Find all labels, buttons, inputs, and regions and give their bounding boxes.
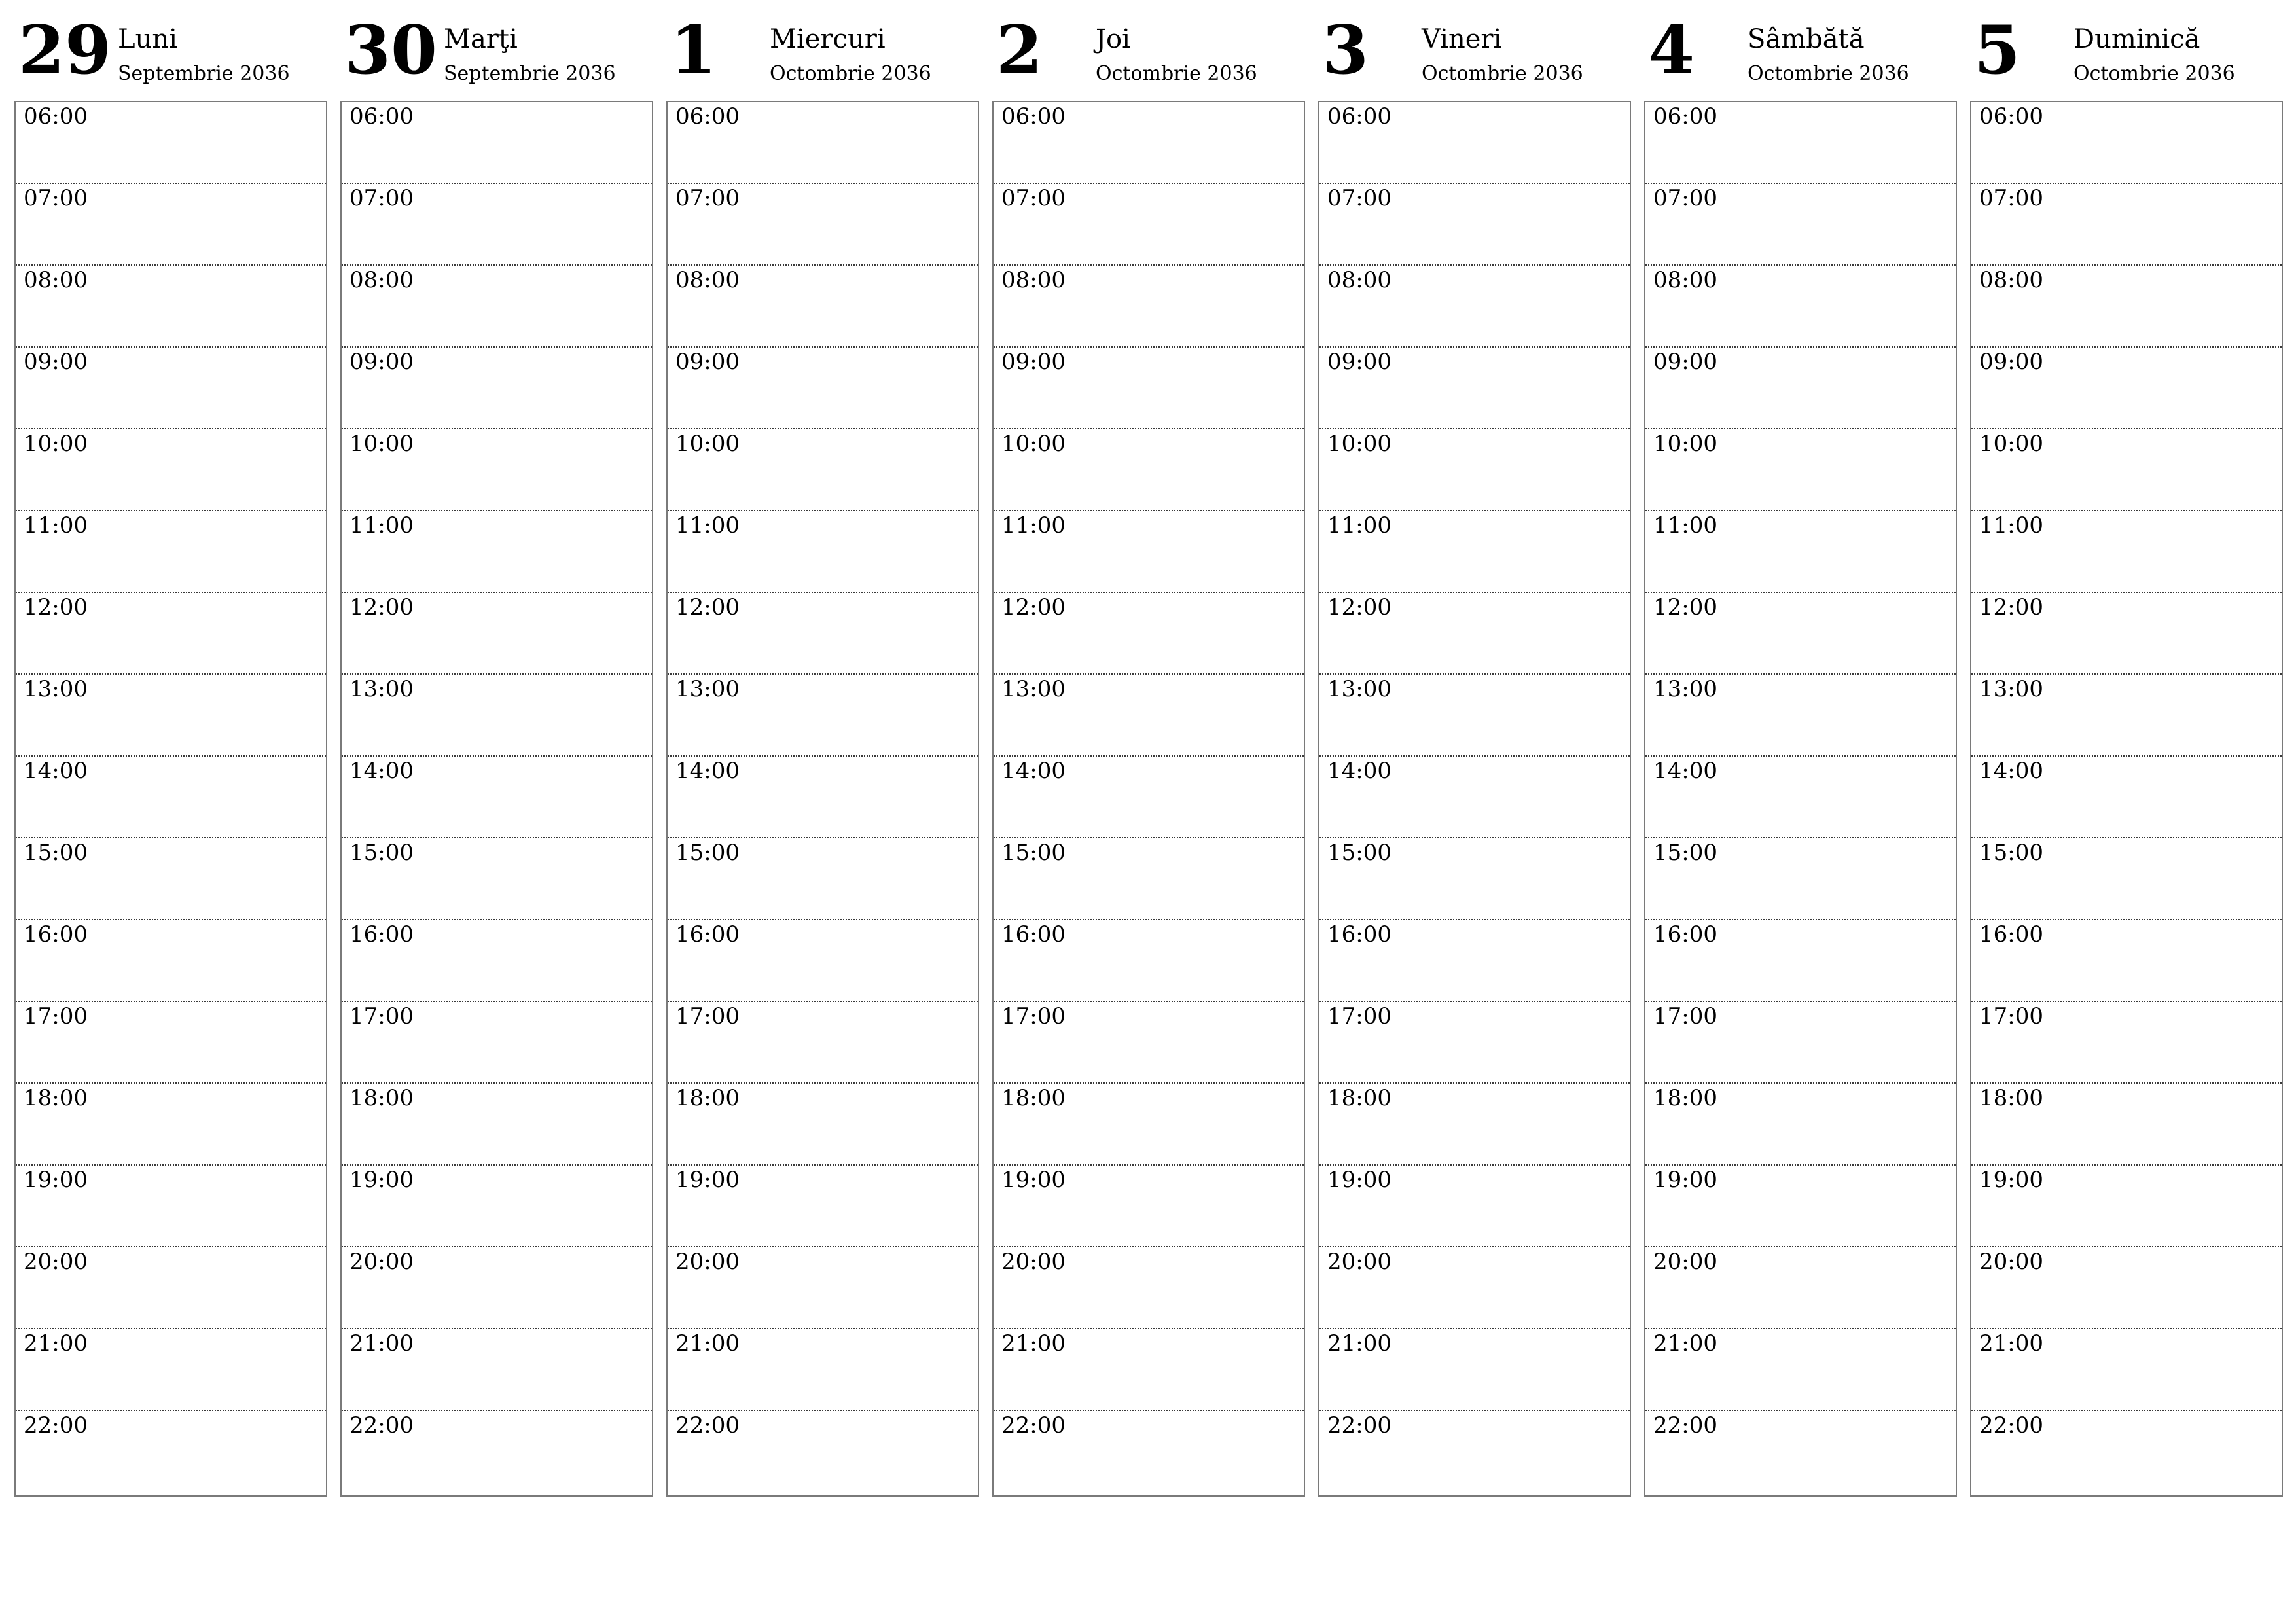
hour-slot[interactable] — [1319, 675, 1630, 757]
hour-label: 20:00 — [1001, 1249, 1066, 1275]
hour-label: 18:00 — [1001, 1085, 1066, 1111]
hour-label: 12:00 — [1327, 594, 1391, 620]
hour-slot[interactable] — [668, 348, 978, 429]
hour-label: 11:00 — [1327, 512, 1391, 539]
hour-label: 20:00 — [350, 1249, 414, 1275]
hour-label: 08:00 — [1327, 267, 1391, 293]
hour-slot[interactable] — [1645, 675, 1956, 757]
day-column — [1644, 0, 1957, 1438]
hour-slot[interactable] — [1645, 511, 1956, 593]
hour-slot[interactable] — [1645, 1411, 1956, 1493]
day-number: 3 — [1322, 11, 1369, 90]
hour-slot[interactable] — [1971, 1247, 2282, 1329]
hour-label: 09:00 — [1327, 349, 1391, 375]
hour-label: 12:00 — [1979, 594, 2043, 620]
hour-label: 07:00 — [350, 185, 414, 211]
hour-label: 21:00 — [675, 1330, 740, 1357]
hour-slot[interactable] — [994, 757, 1304, 838]
day-number: 4 — [1648, 11, 1695, 90]
hour-slot[interactable] — [1971, 266, 2282, 348]
hour-slot[interactable] — [1971, 1002, 2282, 1084]
hour-label: 12:00 — [1001, 594, 1066, 620]
hour-slot[interactable] — [1319, 429, 1630, 511]
hour-slot[interactable] — [342, 1411, 652, 1493]
hour-label: 21:00 — [350, 1330, 414, 1357]
hour-slot[interactable] — [668, 757, 978, 838]
hour-slot[interactable] — [1645, 1002, 1956, 1084]
hour-slot[interactable] — [342, 838, 652, 920]
hour-slot[interactable] — [16, 511, 326, 593]
hour-label: 16:00 — [675, 921, 740, 948]
hour-label: 18:00 — [675, 1085, 740, 1111]
hour-slot[interactable] — [994, 1084, 1304, 1166]
hour-label: 09:00 — [675, 349, 740, 375]
hour-slot[interactable] — [1645, 1329, 1956, 1411]
hour-slot[interactable] — [16, 920, 326, 1002]
hour-label: 17:00 — [24, 1003, 88, 1029]
hour-label: 06:00 — [675, 103, 740, 130]
hour-label: 18:00 — [1653, 1085, 1717, 1111]
hour-label: 10:00 — [1653, 431, 1717, 457]
hour-label: 13:00 — [1001, 676, 1066, 702]
hour-label: 13:00 — [675, 676, 740, 702]
hour-slot[interactable] — [994, 593, 1304, 675]
hour-label: 10:00 — [24, 431, 88, 457]
hour-label: 20:00 — [24, 1249, 88, 1275]
hour-slot[interactable] — [342, 429, 652, 511]
hour-label: 09:00 — [1653, 349, 1717, 375]
hour-slot[interactable] — [1319, 1166, 1630, 1247]
day-month-year: Octombrie 2036 — [1748, 62, 1909, 85]
hour-label: 21:00 — [1653, 1330, 1717, 1357]
hour-slot[interactable] — [342, 1166, 652, 1247]
day-month-year: Octombrie 2036 — [1096, 62, 1257, 85]
hour-label: 18:00 — [350, 1085, 414, 1111]
hour-label: 09:00 — [350, 349, 414, 375]
hour-label: 13:00 — [1653, 676, 1717, 702]
hour-slot[interactable] — [1645, 920, 1956, 1002]
hour-slot[interactable] — [342, 1247, 652, 1329]
hour-label: 14:00 — [1001, 758, 1066, 784]
hour-label: 11:00 — [1001, 512, 1066, 539]
hour-slot[interactable] — [668, 1329, 978, 1411]
hour-slot[interactable] — [16, 102, 326, 184]
hour-label: 14:00 — [675, 758, 740, 784]
day-number: 5 — [1974, 11, 2020, 90]
hour-slot[interactable] — [994, 429, 1304, 511]
hour-label: 11:00 — [1979, 512, 2043, 539]
day-number: 2 — [996, 11, 1043, 90]
hour-slot[interactable] — [1971, 511, 2282, 593]
hour-label: 18:00 — [1979, 1085, 2043, 1111]
hour-slot[interactable] — [668, 675, 978, 757]
hour-label: 16:00 — [1001, 921, 1066, 948]
hour-slot[interactable] — [994, 1166, 1304, 1247]
hour-label: 18:00 — [1327, 1085, 1391, 1111]
hour-slot[interactable] — [668, 593, 978, 675]
hour-label: 10:00 — [350, 431, 414, 457]
hour-label: 19:00 — [1979, 1167, 2043, 1193]
day-schedule-box — [666, 101, 979, 1497]
hour-label: 10:00 — [1001, 431, 1066, 457]
hour-label: 17:00 — [350, 1003, 414, 1029]
hour-slot[interactable] — [668, 102, 978, 184]
hour-slot[interactable] — [1645, 1166, 1956, 1247]
hour-label: 15:00 — [350, 840, 414, 866]
hour-slot[interactable] — [1971, 675, 2282, 757]
day-schedule-box — [340, 101, 653, 1497]
hour-label: 16:00 — [1327, 921, 1391, 948]
day-name: Luni — [118, 24, 177, 54]
hour-label: 21:00 — [1979, 1330, 2043, 1357]
hour-slot[interactable] — [1319, 593, 1630, 675]
hour-slot[interactable] — [668, 511, 978, 593]
day-header — [1970, 0, 2283, 99]
hour-slot[interactable] — [342, 593, 652, 675]
hour-slot[interactable] — [16, 1084, 326, 1166]
hour-slot[interactable] — [16, 1247, 326, 1329]
hour-slot[interactable] — [1319, 102, 1630, 184]
hour-label: 17:00 — [675, 1003, 740, 1029]
hour-slot[interactable] — [994, 1411, 1304, 1493]
hour-slot[interactable] — [994, 1247, 1304, 1329]
hour-label: 13:00 — [1327, 676, 1391, 702]
hour-label: 08:00 — [350, 267, 414, 293]
hour-slot[interactable] — [342, 1084, 652, 1166]
hour-slot[interactable] — [1645, 348, 1956, 429]
hour-slot[interactable] — [668, 429, 978, 511]
hour-label: 09:00 — [24, 349, 88, 375]
hour-slot[interactable] — [1319, 1084, 1630, 1166]
hour-label: 06:00 — [1653, 103, 1717, 130]
hour-label: 11:00 — [675, 512, 740, 539]
hour-label: 14:00 — [350, 758, 414, 784]
hour-label: 10:00 — [1979, 431, 2043, 457]
hour-slot[interactable] — [342, 511, 652, 593]
day-number: 30 — [344, 11, 437, 90]
hour-slot[interactable] — [1645, 102, 1956, 184]
hour-label: 07:00 — [1979, 185, 2043, 211]
hour-label: 06:00 — [24, 103, 88, 130]
hour-label: 10:00 — [1327, 431, 1391, 457]
hour-label: 15:00 — [675, 840, 740, 866]
hour-slot[interactable] — [342, 1329, 652, 1411]
hour-slot[interactable] — [16, 429, 326, 511]
hour-slot[interactable] — [342, 184, 652, 266]
hour-slot[interactable] — [1319, 1411, 1630, 1493]
hour-slot[interactable] — [16, 757, 326, 838]
hour-slot[interactable] — [16, 1411, 326, 1493]
hour-label: 22:00 — [1653, 1412, 1717, 1438]
hour-slot[interactable] — [1971, 1166, 2282, 1247]
hour-slot[interactable] — [1645, 266, 1956, 348]
hour-label: 22:00 — [675, 1412, 740, 1438]
day-name: Sâmbătă — [1748, 24, 1865, 54]
hour-label: 07:00 — [1001, 185, 1066, 211]
hour-slot[interactable] — [342, 757, 652, 838]
hour-label: 17:00 — [1001, 1003, 1066, 1029]
hour-slot[interactable] — [1971, 429, 2282, 511]
hour-slot[interactable] — [994, 675, 1304, 757]
hour-slot[interactable] — [342, 1002, 652, 1084]
hour-label: 15:00 — [1653, 840, 1717, 866]
hour-slot[interactable] — [668, 1247, 978, 1329]
day-schedule-box — [14, 101, 327, 1497]
day-name: Joi — [1096, 24, 1130, 54]
hour-slot[interactable] — [994, 920, 1304, 1002]
hour-label: 11:00 — [24, 512, 88, 539]
hour-slot[interactable] — [1645, 1247, 1956, 1329]
hour-label: 06:00 — [350, 103, 414, 130]
hour-slot[interactable] — [1319, 511, 1630, 593]
hour-slot[interactable] — [1319, 184, 1630, 266]
day-column — [666, 0, 979, 1438]
hour-slot[interactable] — [1319, 838, 1630, 920]
hour-slot[interactable] — [1645, 1084, 1956, 1166]
day-schedule-box — [1970, 101, 2283, 1497]
hour-slot[interactable] — [1971, 1084, 2282, 1166]
hour-label: 19:00 — [675, 1167, 740, 1193]
hour-slot[interactable] — [1319, 348, 1630, 429]
hour-slot[interactable] — [668, 920, 978, 1002]
day-month-year: Octombrie 2036 — [770, 62, 931, 85]
hour-label: 12:00 — [675, 594, 740, 620]
hour-slot[interactable] — [1319, 1329, 1630, 1411]
hour-slot[interactable] — [668, 184, 978, 266]
hour-slot[interactable] — [16, 1166, 326, 1247]
hour-label: 19:00 — [1001, 1167, 1066, 1193]
day-column — [992, 0, 1305, 1438]
hour-slot[interactable] — [1971, 593, 2282, 675]
day-header — [1318, 0, 1631, 99]
hour-label: 11:00 — [1653, 512, 1717, 539]
hour-label: 07:00 — [24, 185, 88, 211]
hour-label: 15:00 — [24, 840, 88, 866]
day-column — [340, 0, 653, 1438]
hour-slot[interactable] — [994, 838, 1304, 920]
hour-slot[interactable] — [1971, 348, 2282, 429]
day-header — [1644, 0, 1957, 99]
day-month-year: Septembrie 2036 — [444, 62, 616, 85]
hour-slot[interactable] — [16, 348, 326, 429]
day-header — [992, 0, 1305, 99]
hour-slot[interactable] — [1971, 838, 2282, 920]
hour-slot[interactable] — [1971, 757, 2282, 838]
hour-label: 14:00 — [1327, 758, 1391, 784]
hour-slot[interactable] — [994, 1329, 1304, 1411]
day-name: Vineri — [1422, 24, 1502, 54]
hour-slot[interactable] — [342, 102, 652, 184]
hour-slot[interactable] — [994, 511, 1304, 593]
hour-label: 16:00 — [1979, 921, 2043, 948]
hour-label: 10:00 — [675, 431, 740, 457]
hour-slot[interactable] — [1645, 838, 1956, 920]
hour-slot[interactable] — [668, 1002, 978, 1084]
hour-slot[interactable] — [1319, 1002, 1630, 1084]
hour-slot[interactable] — [994, 102, 1304, 184]
hour-label: 14:00 — [1653, 758, 1717, 784]
hour-label: 11:00 — [350, 512, 414, 539]
hour-slot[interactable] — [1971, 1329, 2282, 1411]
hour-label: 22:00 — [1979, 1412, 2043, 1438]
hour-label: 09:00 — [1979, 349, 2043, 375]
hour-label: 12:00 — [1653, 594, 1717, 620]
hour-label: 20:00 — [1327, 1249, 1391, 1275]
hour-slot[interactable] — [1319, 1247, 1630, 1329]
hour-slot[interactable] — [1645, 184, 1956, 266]
day-month-year: Septembrie 2036 — [118, 62, 290, 85]
hour-slot[interactable] — [994, 266, 1304, 348]
hour-label: 06:00 — [1327, 103, 1391, 130]
hour-label: 19:00 — [1327, 1167, 1391, 1193]
hour-label: 22:00 — [350, 1412, 414, 1438]
hour-label: 19:00 — [1653, 1167, 1717, 1193]
day-header — [14, 0, 327, 99]
hour-label: 22:00 — [1327, 1412, 1391, 1438]
hour-label: 15:00 — [1979, 840, 2043, 866]
hour-label: 19:00 — [24, 1167, 88, 1193]
hour-label: 08:00 — [24, 267, 88, 293]
hour-slot[interactable] — [1645, 429, 1956, 511]
hour-slot[interactable] — [668, 1166, 978, 1247]
hour-label: 21:00 — [24, 1330, 88, 1357]
hour-label: 13:00 — [1979, 676, 2043, 702]
day-schedule-box — [992, 101, 1305, 1497]
hour-label: 08:00 — [1979, 267, 2043, 293]
day-column — [1970, 0, 2283, 1438]
hour-slot[interactable] — [342, 920, 652, 1002]
day-column — [14, 0, 327, 1438]
day-month-year: Octombrie 2036 — [1422, 62, 1583, 85]
day-name: Miercuri — [770, 24, 886, 54]
hour-slot[interactable] — [16, 1329, 326, 1411]
hour-slot[interactable] — [16, 1002, 326, 1084]
hour-slot[interactable] — [1971, 1411, 2282, 1493]
hour-label: 14:00 — [1979, 758, 2043, 784]
hour-label: 07:00 — [1653, 185, 1717, 211]
hour-slot[interactable] — [1319, 757, 1630, 838]
hour-label: 12:00 — [350, 594, 414, 620]
hour-label: 16:00 — [24, 921, 88, 948]
hour-label: 17:00 — [1653, 1003, 1717, 1029]
hour-slot[interactable] — [1645, 757, 1956, 838]
hour-slot[interactable] — [16, 266, 326, 348]
hour-slot[interactable] — [1971, 102, 2282, 184]
hour-label: 07:00 — [675, 185, 740, 211]
day-column — [1318, 0, 1631, 1438]
hour-slot[interactable] — [1971, 920, 2282, 1002]
hour-slot[interactable] — [342, 675, 652, 757]
hour-label: 16:00 — [350, 921, 414, 948]
hour-slot[interactable] — [668, 1084, 978, 1166]
hour-label: 08:00 — [1653, 267, 1717, 293]
hour-label: 21:00 — [1327, 1330, 1391, 1357]
day-header — [340, 0, 653, 99]
day-number: 1 — [670, 11, 717, 90]
day-header — [666, 0, 979, 99]
hour-slot[interactable] — [16, 838, 326, 920]
hour-slot[interactable] — [1319, 266, 1630, 348]
hour-label: 14:00 — [24, 758, 88, 784]
hour-label: 08:00 — [1001, 267, 1066, 293]
hour-slot[interactable] — [16, 593, 326, 675]
hour-slot[interactable] — [994, 184, 1304, 266]
day-schedule-box — [1644, 101, 1957, 1497]
hour-slot[interactable] — [342, 266, 652, 348]
hour-slot[interactable] — [668, 266, 978, 348]
hour-slot[interactable] — [994, 1002, 1304, 1084]
hour-label: 16:00 — [1653, 921, 1717, 948]
hour-slot[interactable] — [668, 838, 978, 920]
day-name: Marţi — [444, 24, 518, 54]
hour-label: 09:00 — [1001, 349, 1066, 375]
hour-slot[interactable] — [1971, 184, 2282, 266]
hour-slot[interactable] — [1319, 920, 1630, 1002]
hour-label: 08:00 — [675, 267, 740, 293]
hour-label: 19:00 — [350, 1167, 414, 1193]
hour-label: 06:00 — [1001, 103, 1066, 130]
hour-label: 12:00 — [24, 594, 88, 620]
hour-label: 13:00 — [24, 676, 88, 702]
hour-label: 22:00 — [1001, 1412, 1066, 1438]
hour-slot[interactable] — [1645, 593, 1956, 675]
hour-label: 22:00 — [24, 1412, 88, 1438]
hour-slot[interactable] — [342, 348, 652, 429]
hour-slot[interactable] — [16, 184, 326, 266]
hour-label: 15:00 — [1327, 840, 1391, 866]
hour-slot[interactable] — [16, 675, 326, 757]
hour-label: 13:00 — [350, 676, 414, 702]
hour-label: 21:00 — [1001, 1330, 1066, 1357]
day-name: Duminică — [2073, 24, 2200, 54]
hour-label: 06:00 — [1979, 103, 2043, 130]
hour-label: 18:00 — [24, 1085, 88, 1111]
day-month-year: Octombrie 2036 — [2073, 62, 2235, 85]
day-number: 29 — [18, 11, 111, 90]
hour-label: 20:00 — [1979, 1249, 2043, 1275]
hour-label: 20:00 — [675, 1249, 740, 1275]
hour-label: 07:00 — [1327, 185, 1391, 211]
hour-slot[interactable] — [668, 1411, 978, 1493]
hour-label: 17:00 — [1327, 1003, 1391, 1029]
hour-label: 17:00 — [1979, 1003, 2043, 1029]
day-schedule-box — [1318, 101, 1631, 1497]
hour-label: 15:00 — [1001, 840, 1066, 866]
hour-slot[interactable] — [994, 348, 1304, 429]
hour-label: 20:00 — [1653, 1249, 1717, 1275]
